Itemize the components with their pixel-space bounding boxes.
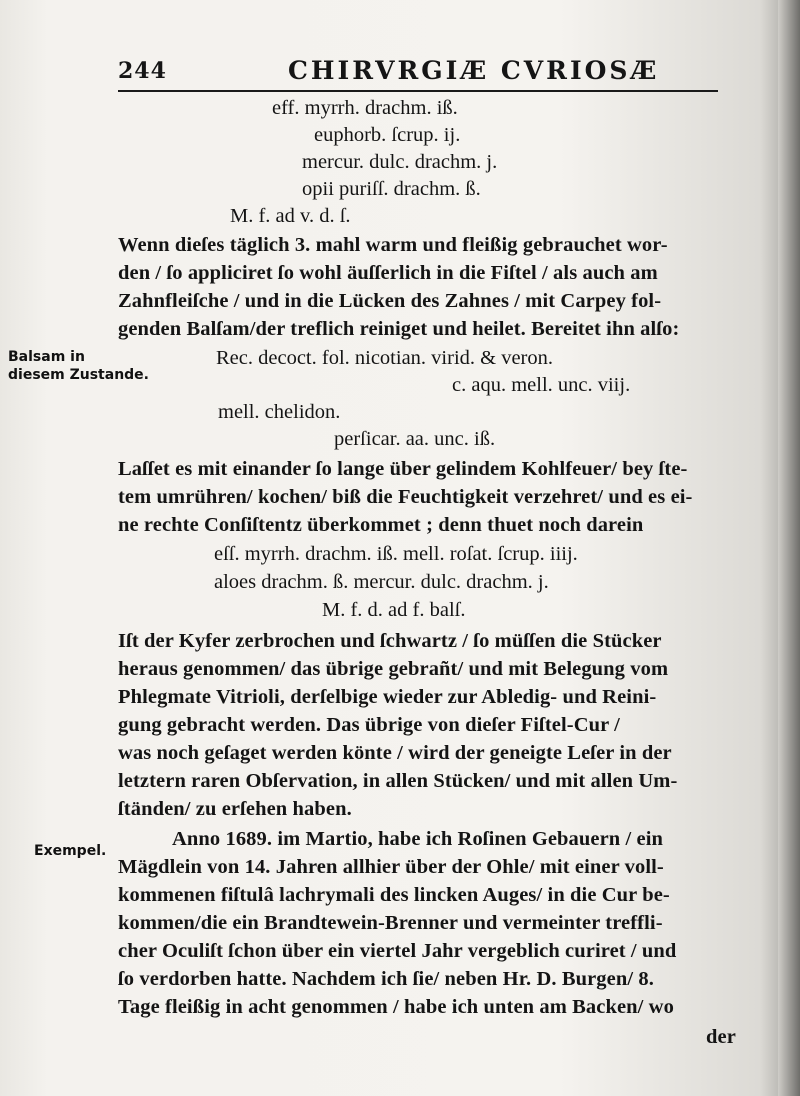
text-line: M. f. d. ad f. balſ. bbox=[322, 599, 466, 621]
page-edge-shadow bbox=[778, 0, 800, 1096]
text-line: Rec. decoct. fol. nicotian. virid. & veron. bbox=[216, 347, 554, 369]
text-line: kommenen fiſtulâ lachrymali des lincken Auges/ in die Cur be- bbox=[118, 884, 670, 906]
text-line: mercur. dulc. drachm. j. bbox=[302, 151, 498, 173]
text-line: eff. myrrh. drachm. iß. bbox=[272, 97, 458, 119]
running-title: CHIRVRGIÆ CVRIOSÆ bbox=[288, 56, 660, 85]
text-line: ſo verdorben hatte. Nachdem ich ſie/ neben Hr. D. Burgen/ 8. bbox=[118, 968, 654, 990]
text-line: kommen/die ein Brandtewein-Brenner und vermeinter treffli- bbox=[118, 912, 663, 934]
text-line: Tage fleißig in acht genommen / habe ich unten am Backen/ wo bbox=[118, 996, 674, 1018]
text-line: mell. chelidon. bbox=[218, 401, 341, 423]
text-line: Zahnfleiſche / und in die Lücken des Zahnes / mit Carpey fol- bbox=[118, 290, 662, 312]
header-rule bbox=[118, 90, 718, 92]
text-line: ſtänden/ zu erſehen haben. bbox=[118, 798, 352, 820]
page-header bbox=[118, 52, 718, 92]
page-number: 244 bbox=[118, 58, 167, 84]
text-line: Iſt der Kyfer zerbrochen und ſchwartz / ſo müſſen die Stücker bbox=[118, 630, 662, 652]
text-line: Phlegmate Vitrioli, derſelbige wieder zur Abledig- und Reini- bbox=[118, 686, 657, 708]
text-line: Laſſet es mit einander ſo lange über gelindem Kohlfeuer/ bey ſte- bbox=[118, 458, 688, 480]
text-line: tem umrühren/ kochen/ biß die Feuchtigkeit verzehret/ und es ei- bbox=[118, 486, 693, 508]
text-line: genden Balſam/der treflich reiniget und heilet. Bereitet ihn alſo: bbox=[118, 318, 680, 340]
text-line: aloes drachm. ß. mercur. dulc. drachm. j. bbox=[214, 571, 549, 593]
text-line: ne rechte Conſiſtentz überkommet ; denn thuet noch darein bbox=[118, 514, 644, 536]
text-line: gung gebracht werden. Das übrige von dieſer Fiſtel-Cur / bbox=[118, 714, 620, 736]
text-line: cher Oculiſt ſchon über ein viertel Jahr vergeblich curiret / und bbox=[118, 940, 677, 962]
text-line: heraus genommen/ das übrige gebrañt/ und mit Belegung vom bbox=[118, 658, 669, 680]
margin-note-balsam bbox=[8, 348, 149, 384]
text-line: M. f. ad v. d. ſ. bbox=[230, 205, 351, 227]
catchword: der bbox=[706, 1026, 736, 1048]
margin-note-balsam-line-2: diesem Zustande. bbox=[8, 367, 149, 383]
text-line: Wenn dieſes täglich 3. mahl warm und fleißig gebrauchet wor- bbox=[118, 234, 668, 256]
text-line: Anno 1689. im Martio, habe ich Roſinen Gebauern / ein bbox=[172, 828, 664, 850]
text-line: opii puriſſ. drachm. ß. bbox=[302, 178, 481, 200]
text-line: perſicar. aa. unc. iß. bbox=[334, 428, 496, 450]
text-line: was noch geſaget werden könte / wird der geneigte Leſer in der bbox=[118, 742, 672, 764]
text-line: c. aqu. mell. unc. viij. bbox=[452, 374, 631, 396]
text-line: eſſ. myrrh. drachm. iß. mell. roſat. ſcrup. iiij. bbox=[214, 543, 578, 565]
text-line: Mägdlein von 14. Jahren allhier über der Ohle/ mit einer voll- bbox=[118, 856, 664, 878]
margin-note-exempel: Exempel. bbox=[34, 843, 107, 859]
text-line: letztern raren Obſervation, in allen Stücken/ und mit allen Um- bbox=[118, 770, 678, 792]
text-line: den / ſo appliciret ſo wohl äuſſerlich in die Fiſtel / als auch am bbox=[118, 262, 658, 284]
margin-note-balsam-line-1: Balsam in bbox=[8, 349, 85, 365]
text-line: euphorb. ſcrup. ij. bbox=[314, 124, 461, 146]
